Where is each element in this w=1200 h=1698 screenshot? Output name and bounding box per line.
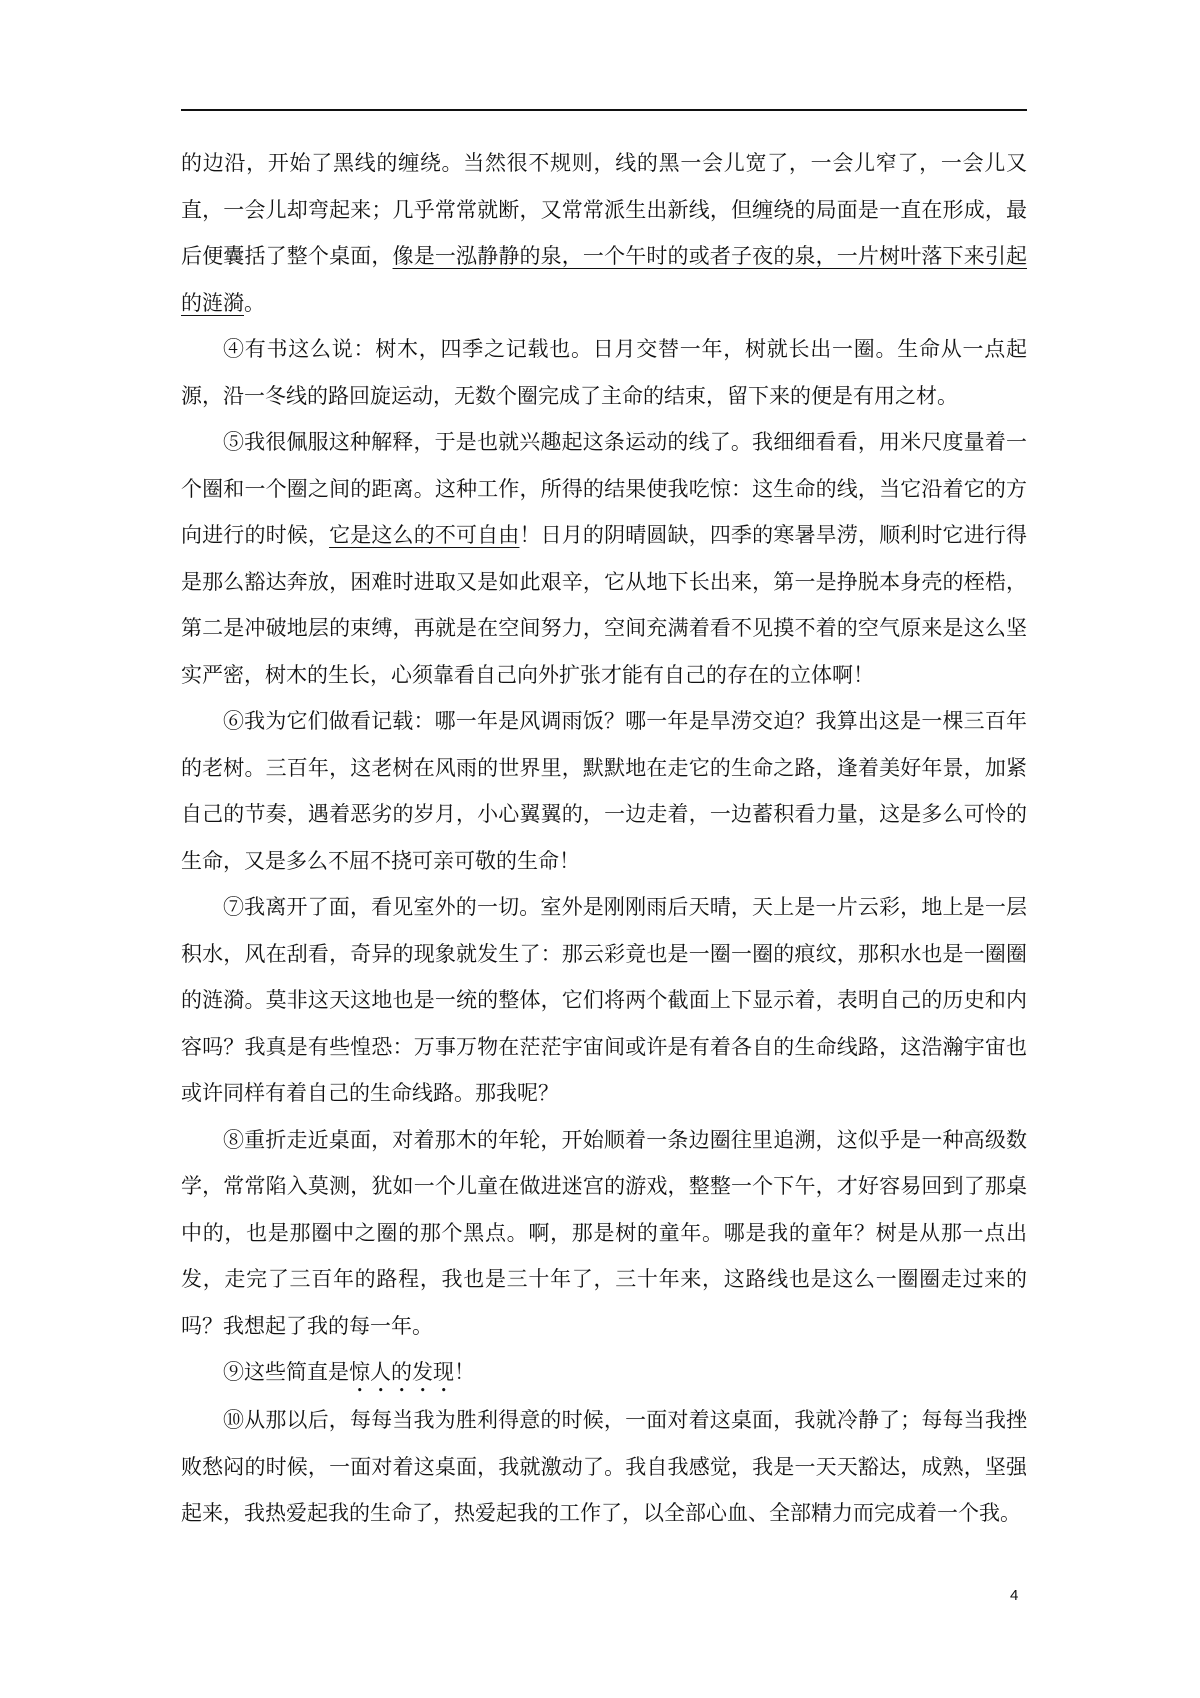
header-rule: [181, 109, 1027, 111]
paragraph-5-text: ⑤我很佩服这种解释，于是也就兴趣起这条运动的线了。我细细看看，用米尺度量着一个圈和一个圈之间的距离。这种工作，所得的结果使我吃惊：这生命的线，当它沿着它的方向进行的时候，: [181, 430, 1027, 547]
paragraph-4: ④有书这么说：树木，四季之记载也。日月交替一年，树就长出一圈。生命从一点起源，沿一冬线的路回旋运动，无数个圈完成了主命的结束，留下来的便是有用之材。: [181, 337, 1027, 408]
underlined-sentence-1: 像是一泓静静的泉，一个午时的或者子夜的泉，一片树叶落下来引起的涟漪: [181, 244, 1028, 315]
paragraph-3-text: 的边沿，开始了黑线的缠绕。当然很不规则，线的黑一会儿宽了，一会儿窄了，一会儿又直，一会儿却弯起来；几乎常常就断，又常常派生出新线，但缠绕的局面是一直在形成，最后便囊括了整个桌面，: [181, 151, 1027, 268]
underlined-sentence-2: 它是这么的不可自由: [329, 523, 520, 547]
paragraph-7: ⑦我离开了面，看见室外的一切。室外是刚刚雨后天晴，天上是一片云彩，地上是一层积水，风在刮看，奇异的现象就发生了：那云彩竟也是一圈一圈的痕纹，那积水也是一圈圈的涟漪。莫非这天这地也是一统的整体，它们将两个截面上下显示着，表明自己的历史和内容吗？我真是有些惶恐：万事万物在茫茫宇宙间或许是有着各自的生命线路，这浩瀚宇宙也或许同样有着自己的生命线路。那我呢？: [181, 895, 1027, 1105]
paragraph-5-end: ！日月的阴晴圆缺，四季的寒暑旱涝，顺利时它进行得是那么豁达奔放，困难时进取又是如此艰辛，它从地下长出来，第一是挣脱本身壳的桎梏，第二是冲破地层的束缚，再就是在空间努力，空间充满着看不见摸不着的空气原来是这么坚实严密，树木的生长，心须靠看自己向外扩张才能有自己的存在的立体啊！: [181, 523, 1028, 687]
paragraph-9: [181, 1349, 1027, 1397]
paragraph-10: ⑩从那以后，每每当我为胜利得意的时候，一面对着这桌面，我就冷静了；每每当我挫败愁闷的时候，一面对着这桌面，我就激动了。我自我感觉，我是一天天豁达，成熟，坚强起来，我热爱起我的生命了，热爱起我的工作了，以全部心血、全部精力而完成着一个我。: [181, 1408, 1027, 1525]
paragraph-9-end: ！: [454, 1360, 475, 1384]
paragraph-3-end: 。: [244, 290, 265, 315]
paragraph-6: ⑥我为它们做看记载：哪一年是风调雨饭？哪一年是旱涝交迫？我算出这是一棵三百年的老树。三百年，这老树在风雨的世界里，默默地在走它的生命之路，逢着美好年景，加紧自己的节奏，遇着恶劣的岁月，小心翼翼的，一边走着，一边蓄积看力量，这是多么可怜的生命，又是多么不屈不挠可亲可敬的生命！: [181, 709, 1027, 873]
paragraph-8: ⑧重折走近桌面，对着那木的年轮，开始顺着一条边圈往里追溯，这似乎是一种高级数学，常常陷入莫测，犹如一个儿童在做进迷宫的游戏，整整一个下午，才好容易回到了那桌中的，也是那圈中之圈的那个黑点。啊，那是树的童年。哪是我的童年？树是从那一点出发，走完了三百年的路程，我也是三十年了，三十年来，这路线也是这么一圈圈走过来的吗？我想起了我的每一年。: [181, 1127, 1027, 1338]
article-body: [181, 140, 1027, 1537]
dotted-phrase: 惊人的发现: [349, 1360, 454, 1384]
paragraph-9-text: ⑨这些简直是: [223, 1360, 349, 1384]
page-number: 4: [1010, 1587, 1019, 1604]
paragraph-5: [181, 419, 1027, 698]
paragraph-3-continued: [181, 140, 1027, 326]
